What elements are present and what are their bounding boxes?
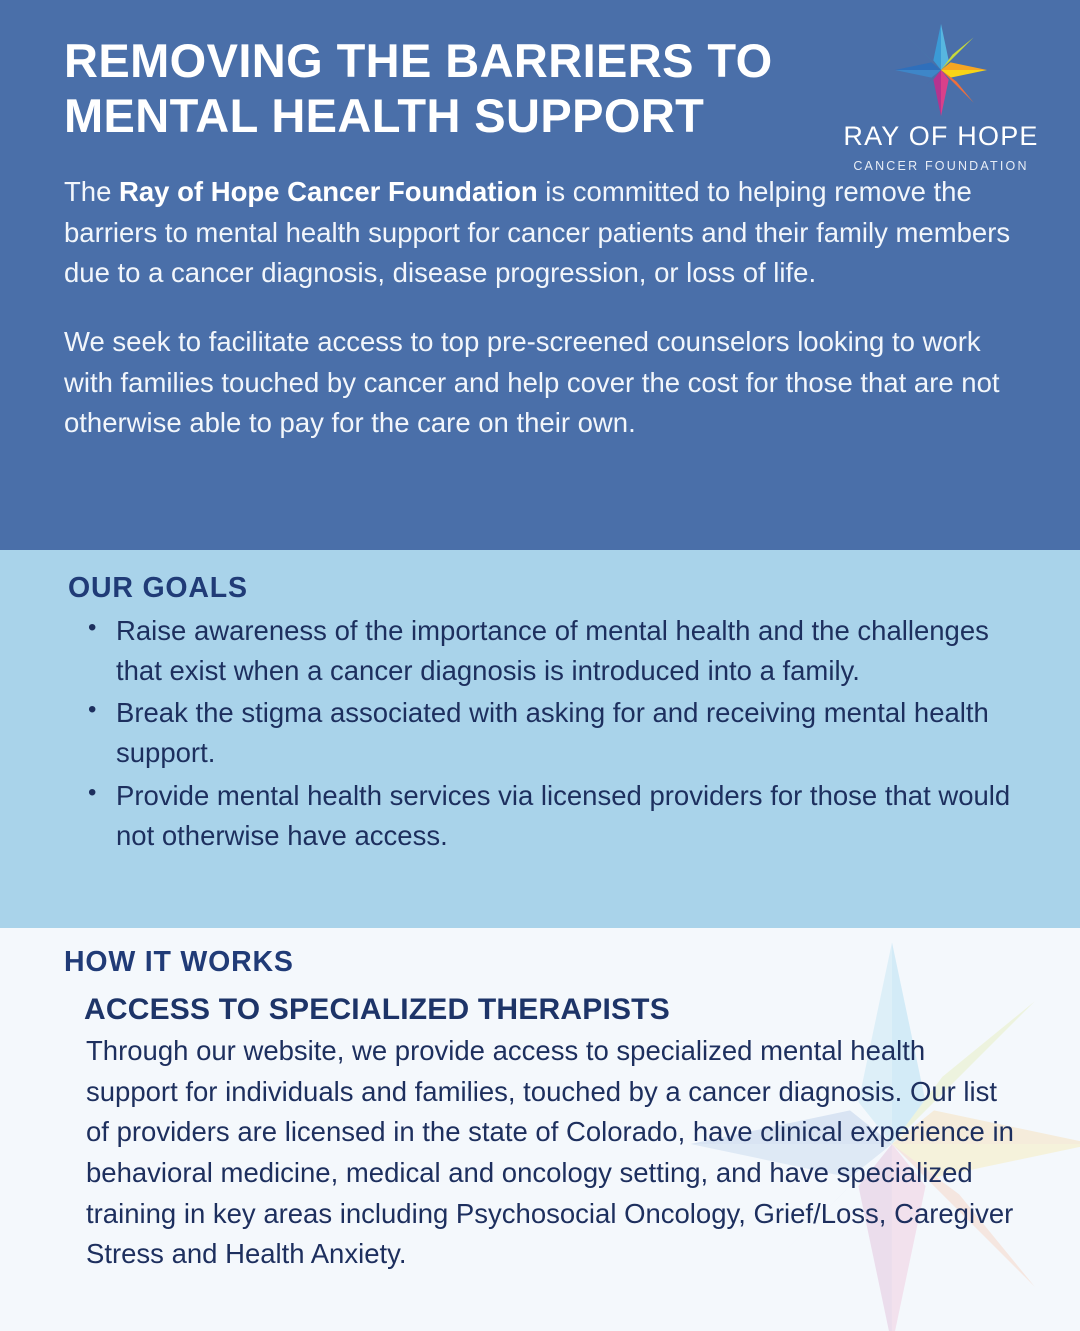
how-it-works-section	[0, 928, 1080, 1331]
hero-paragraph-1-rest: is committed to helping remove the barriers to mental health support for cancer patients and their family members due to a cancer diagnosis, disease progression, or loss of life.	[64, 175, 1011, 289]
list-item: • Break the stigma associated with asking for and receiving mental health support.	[102, 693, 1018, 773]
list-item: • Provide mental health services via licensed providers for those that would not otherwise have access.	[102, 776, 1018, 856]
page-title: REMOVING THE BARRIERS TO MENTAL HEALTH SUPPORT	[64, 34, 773, 142]
organization-name: Ray of Hope Cancer Foundation	[119, 175, 538, 207]
how-it-works-subheading: ACCESS TO SPECIALIZED THERAPISTS	[84, 993, 670, 1026]
hero-paragraph-1	[64, 172, 1018, 294]
our-goals-section	[0, 550, 1080, 928]
goals-list	[68, 611, 1018, 856]
logo	[836, 22, 1046, 173]
logo-name: RAY OF HOPE	[843, 121, 1039, 151]
our-goals-heading: OUR GOALS	[68, 572, 248, 604]
logo-subtitle: CANCER FOUNDATION	[853, 158, 1029, 173]
hero-paragraph-1-lead: The	[64, 175, 120, 207]
eight-point-star-icon	[893, 22, 989, 118]
how-it-works-body: Through our website, we provide access to specialized mental health support for individuals and families, touched by a cancer diagnosis. Our list of providers are licensed in the state of Colorado, have clinical experience in behavioral medicine, medical and oncology setting, and have specialized training in key areas including Psychosocial Oncology, Grief/Loss, Caregiver Stress and Health Anxiety.	[86, 1035, 1014, 1270]
how-it-works-heading: HOW IT WORKS	[64, 946, 294, 978]
how-it-works-content	[64, 946, 1022, 1275]
hero-section	[0, 0, 1080, 550]
hero-paragraph-2: We seek to facilitate access to top pre-screened counselors looking to work with families touched by cancer and help cover the cost for those that are not otherwise able to pay for the care on their own.	[64, 326, 1000, 439]
list-item: • Raise awareness of the importance of mental health and the challenges that exist when a cancer diagnosis is introduced into a family.	[102, 611, 1018, 691]
hero-body	[64, 172, 1018, 444]
